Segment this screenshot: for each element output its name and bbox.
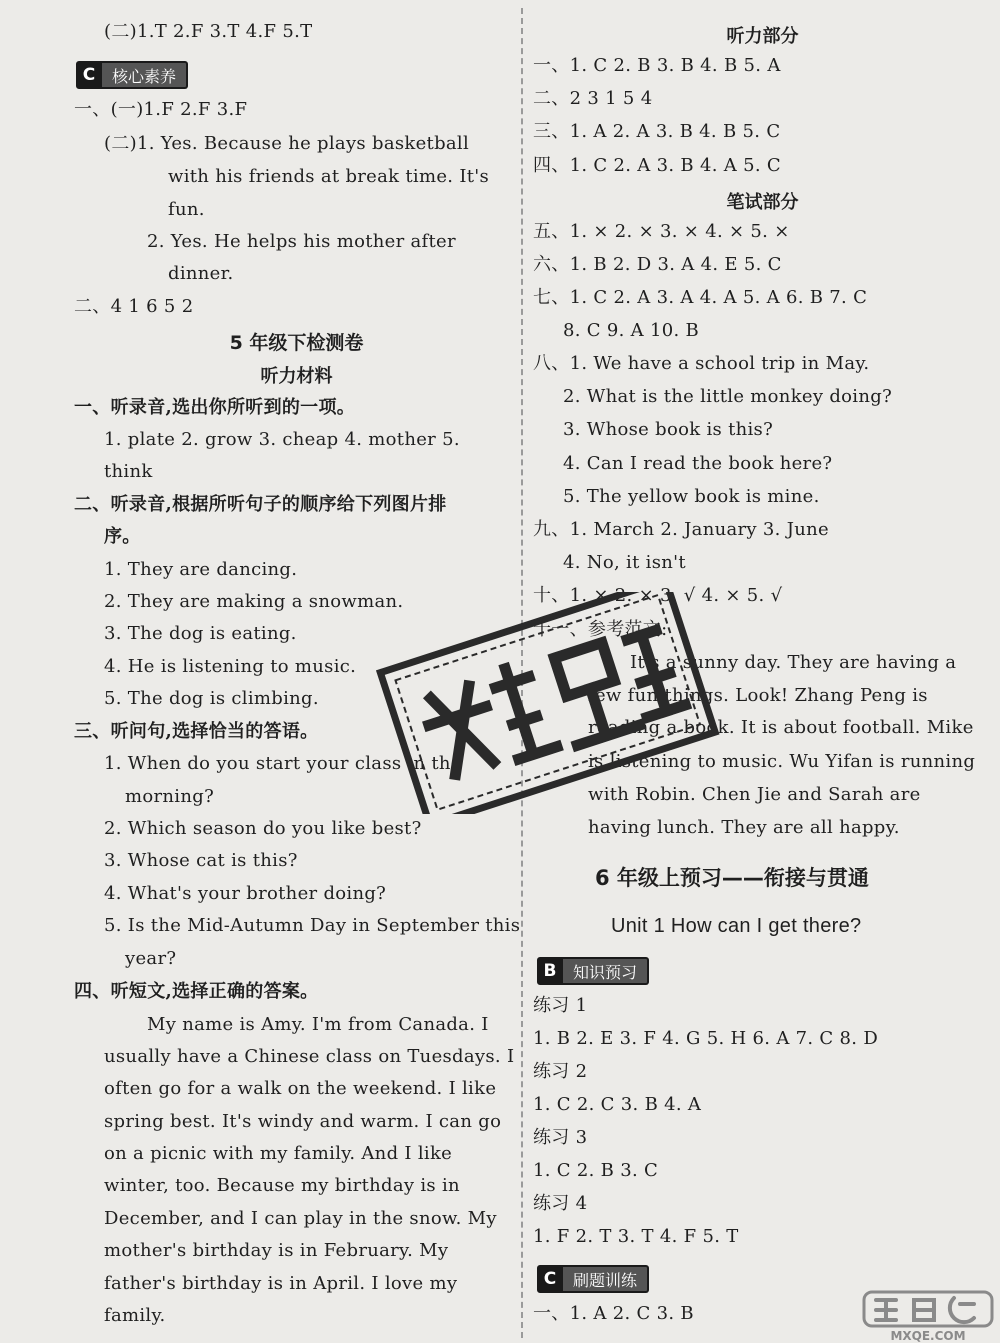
exercise-label: 练习 1 [533, 995, 588, 1016]
passage-line: December, and I can play in the snow. My [104, 1208, 497, 1229]
passage-line: on a picnic with my family. And I like [104, 1143, 453, 1164]
text-line: 1. They are dancing. [104, 559, 298, 580]
badge-letter: C [76, 61, 102, 89]
essay-line: reading a book. It is about football. Mike [588, 717, 974, 738]
answer-line: with his friends at break time. It's [168, 166, 490, 187]
answer-line: 二、2 3 1 5 4 [533, 88, 653, 109]
answer-line: (二)1. Yes. Because he plays basketball [104, 133, 470, 154]
text-line: 5. The dog is climbing. [104, 688, 319, 709]
section-badge-core [76, 62, 188, 88]
badge-label: 核心素养 [102, 61, 188, 89]
answer-line: (二)1.T 2.F 3.T 4.F 5.T [104, 21, 313, 42]
answer-line: 一、1. C 2. B 3. B 4. B 5. A [533, 55, 781, 76]
answer-line: fun. [168, 199, 205, 220]
answer-line: 二、4 1 6 5 2 [74, 296, 194, 317]
answer-line: 六、1. B 2. D 3. A 4. E 5. C [533, 254, 782, 275]
question-heading: 序。 [104, 526, 141, 547]
text-line: 5. Is the Mid-Autumn Day in September this [104, 915, 521, 936]
watermark-logo [862, 1290, 994, 1342]
answer-line: 九、1. March 2. January 3. June [533, 519, 829, 540]
exercise-label: 练习 4 [533, 1193, 588, 1214]
section-title: 5 年级下检测卷 [229, 332, 364, 354]
unit-title: Unit 1 How can I get there? [611, 915, 862, 937]
essay-line: is listening to music. Wu Yifan is running [588, 751, 976, 772]
text-line: 3. The dog is eating. [104, 623, 297, 644]
essay-line: few fun things. Look! Zhang Peng is [588, 685, 928, 706]
passage-line: usually have a Chinese class on Tuesdays. I [104, 1046, 515, 1067]
section-subtitle: 听力材料 [260, 366, 333, 387]
seal-stamp [368, 592, 730, 814]
answer-line: 2. Yes. He helps his mother after [147, 231, 456, 252]
chapter-title: 6 年级上预习——衔接与贯通 [595, 866, 869, 890]
text-line: 2. They are making a snowman. [104, 591, 404, 612]
question-heading: 一、听录音,选出你所听到的一项。 [74, 397, 356, 418]
answer-line: 一、(一)1.F 2.F 3.F [74, 99, 248, 120]
section-badge-preview [537, 958, 649, 984]
answer-line: 5. The yellow book is mine. [563, 486, 820, 507]
text-line: year? [125, 948, 177, 969]
section-title-listening: 听力部分 [726, 26, 799, 47]
text-line: 3. Whose cat is this? [104, 850, 298, 871]
answer-line: 十一、参考范文: [533, 619, 668, 640]
badge-letter: C [537, 1265, 563, 1293]
badge-letter: B [537, 957, 563, 985]
text-line: 2. Which season do you like best? [104, 818, 422, 839]
text-line: think [104, 461, 153, 482]
essay-line: It's a sunny day. They are having a [630, 652, 957, 673]
text-line: 1. plate 2. grow 3. cheap 4. mother 5. [104, 429, 460, 450]
answer-line: 五、1. × 2. × 3. × 4. × 5. × [533, 221, 790, 242]
answer-line: 3. Whose book is this? [563, 419, 774, 440]
answer-line: 1. C 2. B 3. C [533, 1160, 659, 1181]
question-heading: 三、听问句,选择恰当的答语。 [74, 721, 319, 742]
exercise-label: 练习 2 [533, 1061, 588, 1082]
text-line: morning? [125, 786, 215, 807]
text-line: 4. He is listening to music. [104, 656, 357, 677]
text-line: 1. When do you start your class in the [104, 753, 462, 774]
badge-label: 知识预习 [563, 957, 649, 985]
badge-label: 刷题训练 [563, 1265, 649, 1293]
answer-line: 4. No, it isn't [563, 552, 686, 573]
section-badge-practice [537, 1266, 649, 1292]
svg-text:MXQE.COM: MXQE.COM [890, 1329, 966, 1342]
passage-line: spring best. It's windy and warm. I can go [104, 1111, 502, 1132]
question-heading: 四、听短文,选择正确的答案。 [74, 981, 319, 1002]
answer-line: 一、1. A 2. C 3. B [533, 1303, 694, 1324]
passage-line: often go for a walk on the weekend. I like [104, 1078, 497, 1099]
answer-line: 2. What is the little monkey doing? [563, 386, 893, 407]
question-heading: 二、听录音,根据所听句子的顺序给下列图片排 [74, 494, 447, 515]
passage-line: father's birthday is in April. I love my [104, 1273, 458, 1294]
answer-line: 八、1. We have a school trip in May. [533, 353, 870, 374]
passage-line: My name is Amy. I'm from Canada. I [147, 1014, 489, 1035]
answer-line: 1. F 2. T 3. T 4. F 5. T [533, 1226, 739, 1247]
answer-line: 四、1. C 2. A 3. B 4. A 5. C [533, 155, 781, 176]
passage-line: winter, too. Because my birthday is in [104, 1175, 460, 1196]
answer-line: 1. B 2. E 3. F 4. G 5. H 6. A 7. C 8. D [533, 1028, 879, 1049]
passage-line: family. [104, 1305, 166, 1326]
text-line: 4. What's your brother doing? [104, 883, 387, 904]
essay-line: having lunch. They are all happy. [588, 817, 900, 838]
answer-line: 三、1. A 2. A 3. B 4. B 5. C [533, 121, 781, 142]
section-title-writing: 笔试部分 [726, 192, 799, 213]
essay-line: with Robin. Chen Jie and Sarah are [588, 784, 921, 805]
passage-line: mother's birthday is in February. My [104, 1240, 449, 1261]
answer-line: 8. C 9. A 10. B [563, 320, 700, 341]
answer-line: 七、1. C 2. A 3. A 4. A 5. A 6. B 7. C [533, 287, 868, 308]
exercise-label: 练习 3 [533, 1127, 588, 1148]
answer-line: 1. C 2. C 3. B 4. A [533, 1094, 702, 1115]
answer-line: dinner. [168, 263, 234, 284]
answer-line: 4. Can I read the book here? [563, 453, 833, 474]
answer-line: 十、1. × 2. × 3. √ 4. × 5. √ [533, 585, 783, 606]
